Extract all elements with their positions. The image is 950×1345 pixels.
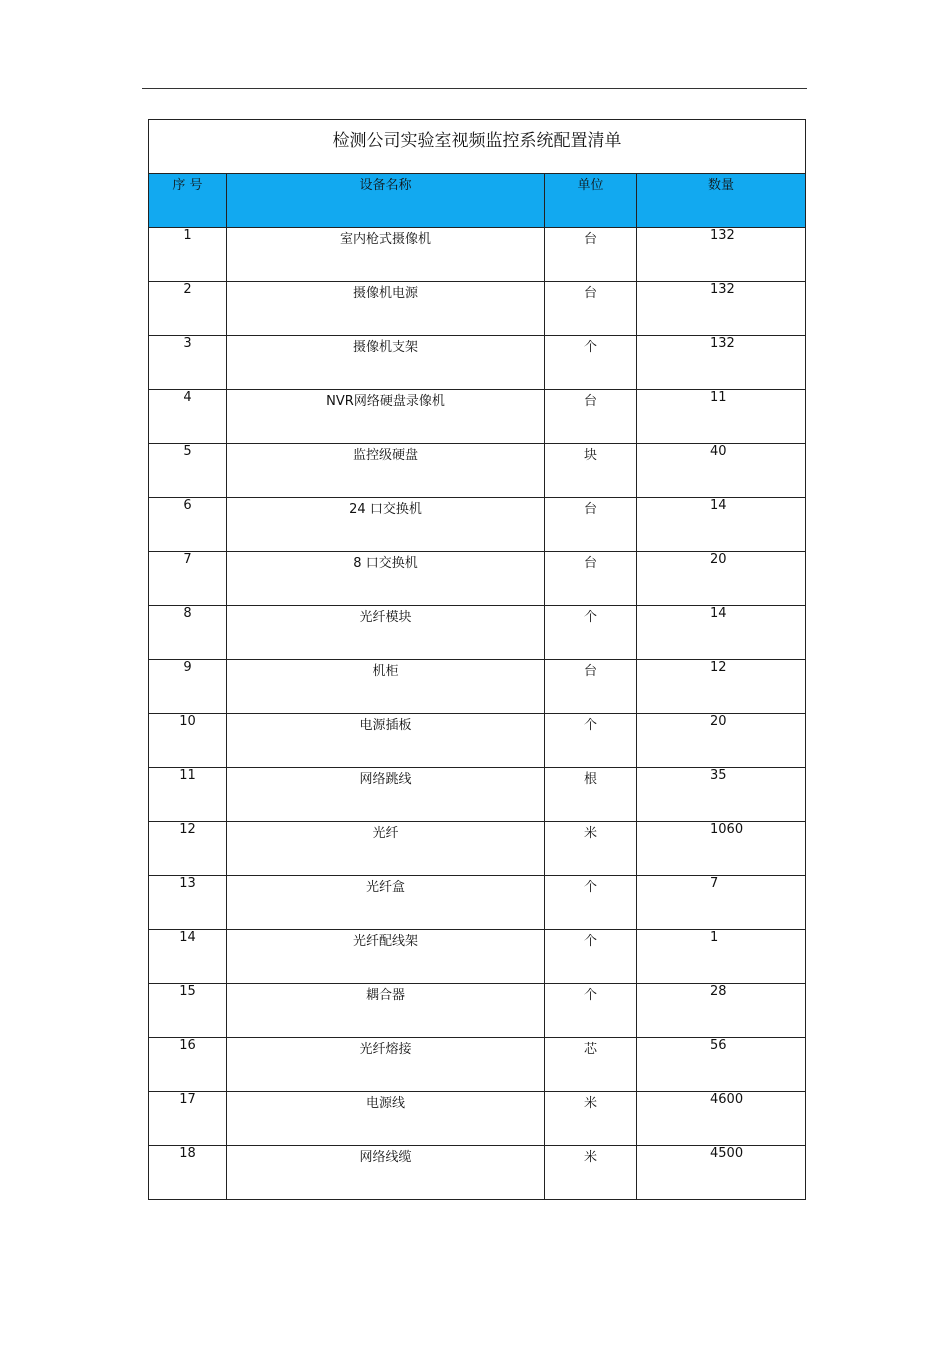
row-number: 6 (149, 498, 227, 552)
table-header-row (149, 174, 806, 228)
unit-cell: 个 (545, 336, 637, 390)
unit-cell: 台 (545, 228, 637, 282)
table-title: 检测公司实验室视频监控系统配置清单 (149, 120, 806, 174)
row-number: 17 (149, 1092, 227, 1146)
unit-cell: 个 (545, 876, 637, 930)
table-row (149, 984, 806, 1038)
equipment-name: 光纤盒 (227, 876, 545, 930)
row-number: 11 (149, 768, 227, 822)
quantity-cell: 132 (637, 282, 806, 336)
table-row (149, 714, 806, 768)
unit-cell: 台 (545, 660, 637, 714)
row-number: 5 (149, 444, 227, 498)
row-number: 1 (149, 228, 227, 282)
table-row (149, 552, 806, 606)
table-row (149, 660, 806, 714)
row-number: 3 (149, 336, 227, 390)
quantity-cell: 20 (637, 714, 806, 768)
quantity-cell: 11 (637, 390, 806, 444)
table-row (149, 390, 806, 444)
unit-cell: 米 (545, 822, 637, 876)
header-name: 设备名称 (227, 174, 545, 228)
quantity-cell: 1 (637, 930, 806, 984)
unit-cell: 个 (545, 984, 637, 1038)
equipment-name: 光纤 (227, 822, 545, 876)
equipment-name: 网络跳线 (227, 768, 545, 822)
equipment-name: 电源插板 (227, 714, 545, 768)
row-number: 4 (149, 390, 227, 444)
row-number: 13 (149, 876, 227, 930)
quantity-cell: 40 (637, 444, 806, 498)
equipment-table (148, 119, 806, 1200)
quantity-cell: 35 (637, 768, 806, 822)
row-number: 12 (149, 822, 227, 876)
unit-cell: 块 (545, 444, 637, 498)
table-row (149, 228, 806, 282)
table-row (149, 822, 806, 876)
equipment-name: 耦合器 (227, 984, 545, 1038)
row-number: 9 (149, 660, 227, 714)
table-row (149, 768, 806, 822)
row-number: 18 (149, 1146, 227, 1200)
table-row (149, 930, 806, 984)
table-row (149, 282, 806, 336)
unit-cell: 米 (545, 1146, 637, 1200)
row-number: 2 (149, 282, 227, 336)
row-number: 8 (149, 606, 227, 660)
equipment-name: 室内枪式摄像机 (227, 228, 545, 282)
unit-cell: 根 (545, 768, 637, 822)
header-qty: 数量 (637, 174, 806, 228)
page-header-rule (142, 88, 807, 89)
equipment-name: 机柜 (227, 660, 545, 714)
quantity-cell: 14 (637, 498, 806, 552)
unit-cell: 米 (545, 1092, 637, 1146)
quantity-cell: 12 (637, 660, 806, 714)
table-row (149, 1092, 806, 1146)
header-no: 序 号 (149, 174, 227, 228)
equipment-name: 网络线缆 (227, 1146, 545, 1200)
unit-cell: 台 (545, 390, 637, 444)
unit-cell: 台 (545, 552, 637, 606)
quantity-cell: 132 (637, 228, 806, 282)
unit-cell: 芯 (545, 1038, 637, 1092)
table-row (149, 606, 806, 660)
unit-cell: 个 (545, 930, 637, 984)
equipment-name: 光纤熔接 (227, 1038, 545, 1092)
unit-cell: 台 (545, 282, 637, 336)
equipment-name: 摄像机电源 (227, 282, 545, 336)
equipment-name: NVR网络硬盘录像机 (227, 390, 545, 444)
equipment-name: 光纤模块 (227, 606, 545, 660)
equipment-name: 电源线 (227, 1092, 545, 1146)
unit-cell: 台 (545, 498, 637, 552)
quantity-cell: 56 (637, 1038, 806, 1092)
table-row (149, 876, 806, 930)
unit-cell: 个 (545, 714, 637, 768)
unit-cell: 个 (545, 606, 637, 660)
quantity-cell: 7 (637, 876, 806, 930)
row-number: 10 (149, 714, 227, 768)
quantity-cell: 20 (637, 552, 806, 606)
table-row (149, 444, 806, 498)
quantity-cell: 1060 (637, 822, 806, 876)
table-row (149, 1038, 806, 1092)
quantity-cell: 4500 (637, 1146, 806, 1200)
quantity-cell: 28 (637, 984, 806, 1038)
table-row (149, 498, 806, 552)
row-number: 7 (149, 552, 227, 606)
equipment-name: 摄像机支架 (227, 336, 545, 390)
quantity-cell: 14 (637, 606, 806, 660)
header-unit: 单位 (545, 174, 637, 228)
table-row (149, 1146, 806, 1200)
equipment-name: 监控级硬盘 (227, 444, 545, 498)
table-row (149, 336, 806, 390)
row-number: 16 (149, 1038, 227, 1092)
quantity-cell: 4600 (637, 1092, 806, 1146)
equipment-name: 8 口交换机 (227, 552, 545, 606)
equipment-name: 24 口交换机 (227, 498, 545, 552)
row-number: 14 (149, 930, 227, 984)
quantity-cell: 132 (637, 336, 806, 390)
equipment-name: 光纤配线架 (227, 930, 545, 984)
row-number: 15 (149, 984, 227, 1038)
